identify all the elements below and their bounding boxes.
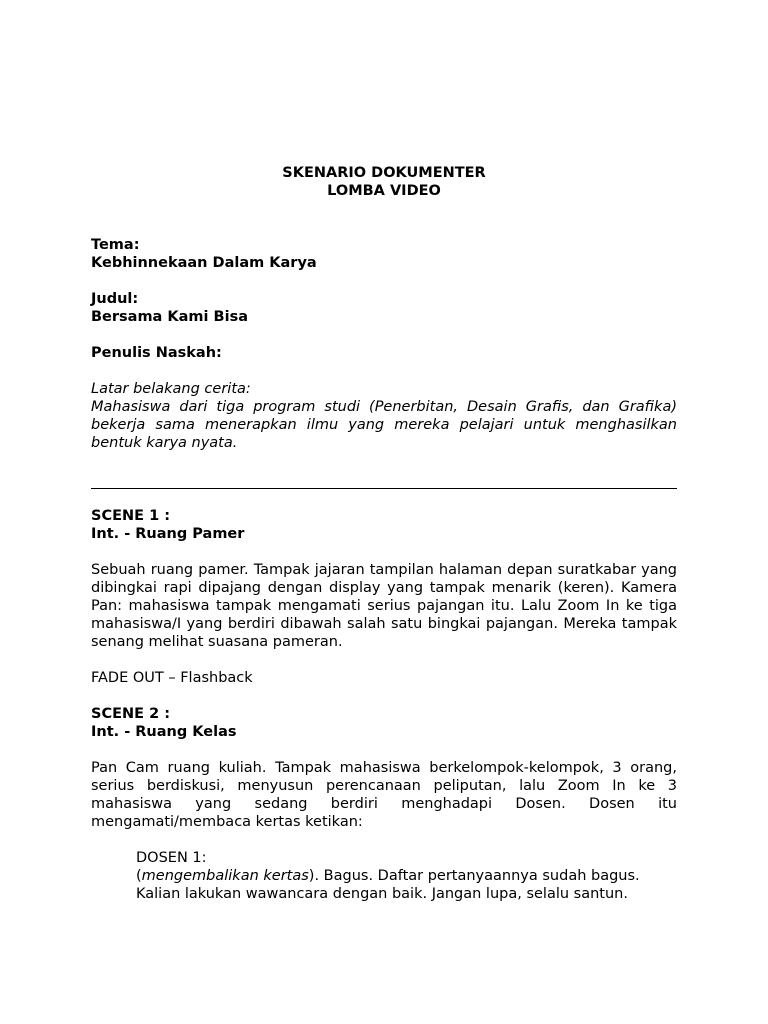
tema-value: Kebhinnekaan Dalam Karya: [91, 255, 317, 271]
dosen-dialogue-line-1: [136, 867, 677, 885]
dosen-action: mengembalikan kertas: [141, 868, 309, 884]
spacer: [91, 272, 677, 290]
document-subtitle: LOMBA VIDEO: [327, 183, 441, 199]
scene2-description: Pan Cam ruang kuliah. Tampak mahasiswa berkelompok-kelompok, 3 orang, serius berdiskusi, menyusun perencanaan peliputan, lalu Zoom In ke 3 mahasiswa yang sedang berdiri menghadapi Dosen. Dosen itu mengamati/membaca kertas ketikan:: [91, 760, 677, 830]
spacer: [91, 362, 677, 380]
tema-label: Tema:: [91, 237, 140, 253]
spacer: [91, 326, 677, 344]
spacer: [91, 831, 677, 849]
dosen-character-label: DOSEN 1:: [136, 850, 207, 866]
spacer: [91, 489, 677, 507]
spacer: [91, 543, 677, 561]
spacer: [91, 651, 677, 669]
document-title: SKENARIO DOKUMENTER: [282, 165, 486, 181]
dosen-dialogue-text: ). Bagus. Daftar pertanyaannya sudah bagus.: [308, 868, 640, 884]
spacer: [91, 687, 677, 705]
scene2-heading: SCENE 2 :: [91, 706, 171, 722]
scene2-location: Int. - Ruang Kelas: [91, 724, 237, 740]
judul-label: Judul:: [91, 291, 139, 307]
penulis-label: Penulis Naskah:: [91, 345, 222, 361]
scene1-description: Sebuah ruang pamer. Tampak jajaran tampilan halaman depan suratkabar yang dibingkai rapi dipajang dengan display yang tampak menarik (keren). Kamera Pan: mahasiswa tampak mengamati serius pajangan itu. Lalu Zoom In ke tiga mahasiswa/I yang berdiri dibawah salah satu bingkai pajangan. Mereka tampak senang melihat suasana pameran.: [91, 562, 677, 650]
dialogue-block: [91, 849, 677, 903]
latar-label: Latar belakang cerita:: [91, 381, 251, 397]
spacer: [91, 741, 677, 759]
scene1-heading: SCENE 1 :: [91, 508, 171, 524]
latar-text: Mahasiswa dari tiga program studi (Penerbitan, Desain Grafis, dan Grafika) bekerja sama menerapkan ilmu yang mereka pelajari untuk menghasilkan bentuk karya nyata.: [91, 399, 677, 451]
document-body: [91, 164, 677, 903]
scene1-location: Int. - Ruang Pamer: [91, 526, 245, 542]
fade-out-transition: FADE OUT – Flashback: [91, 670, 253, 686]
judul-value: Bersama Kami Bisa: [91, 309, 248, 325]
spacer: [91, 200, 677, 236]
paren-open: (: [136, 868, 142, 884]
dosen-dialogue-line-2: Kalian lakukan wawancara dengan baik. Jangan lupa, selalu santun.: [136, 886, 628, 902]
